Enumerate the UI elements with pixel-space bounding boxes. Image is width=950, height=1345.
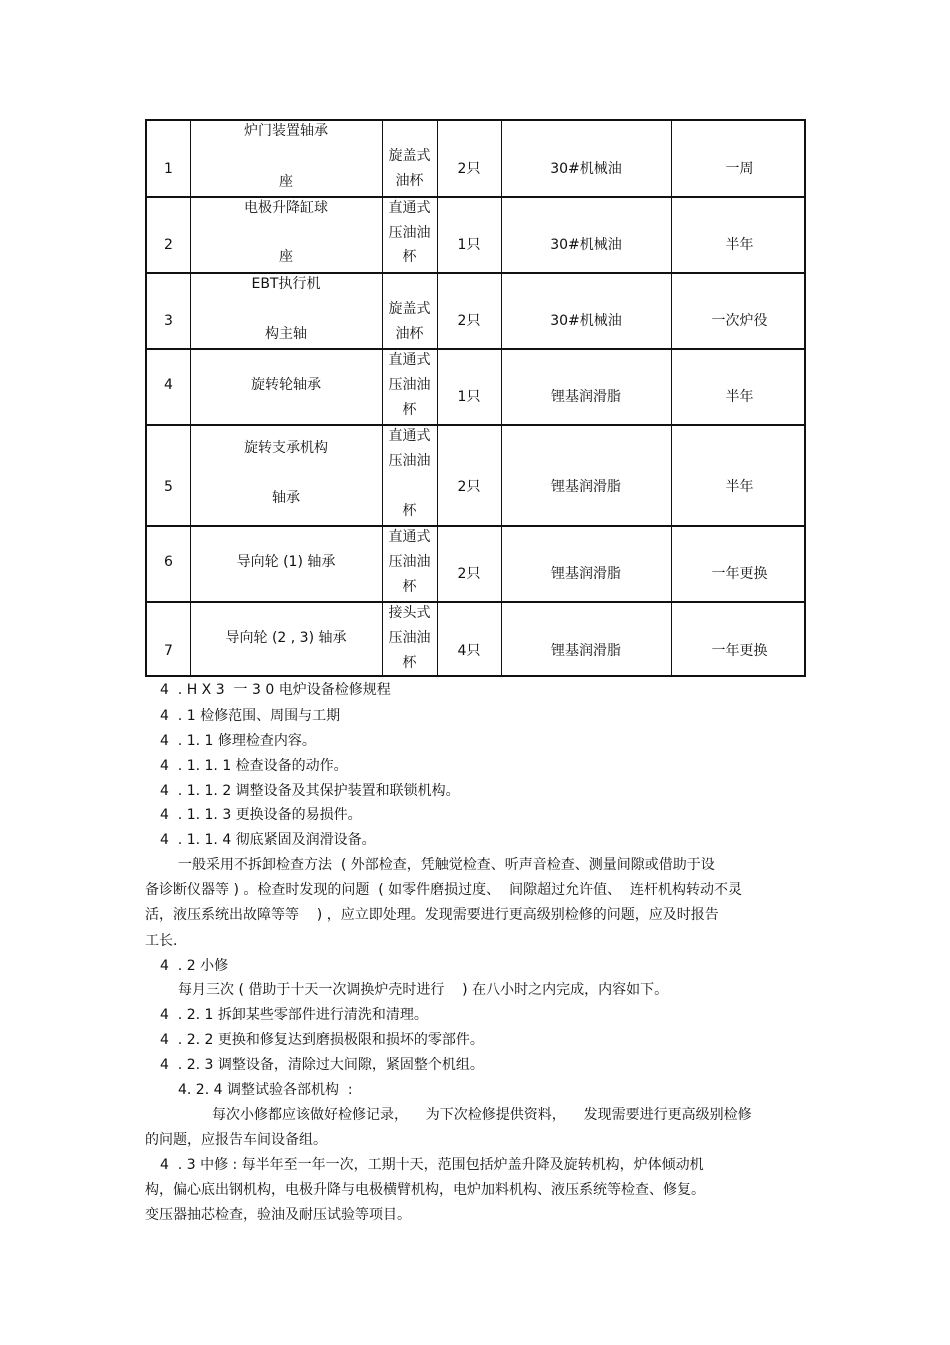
oil-cup-type: 压油油 bbox=[388, 377, 431, 393]
oil-cup-type: 压油油 bbox=[388, 453, 431, 469]
interval: 一年更换 bbox=[711, 643, 768, 659]
row-divider bbox=[147, 348, 804, 350]
part-name: 炉门装置轴承 bbox=[244, 123, 328, 139]
row-number: 1 bbox=[164, 161, 173, 177]
oil-cup-type: 杯 bbox=[402, 249, 417, 265]
row-divider bbox=[147, 424, 804, 426]
oil-cup-type: 杯 bbox=[402, 402, 417, 418]
lubricant: 30#机械油 bbox=[550, 237, 622, 253]
lubrication-table bbox=[145, 119, 806, 677]
part-name: 导向轮 (1) 轴承 bbox=[236, 554, 336, 570]
oil-cup-type: 油杯 bbox=[395, 173, 424, 189]
lubricant: 锂基润滑脂 bbox=[551, 643, 621, 659]
row-number: 2 bbox=[164, 237, 173, 253]
oil-cup-type: 直通式 bbox=[388, 428, 431, 444]
part-name: 旋转轮轴承 bbox=[251, 377, 321, 393]
oil-cup-type: 旋盖式 bbox=[388, 301, 431, 317]
paragraph-line: 活，液压系统出故障等等 ) ，应立即处理。发现需要进行更高级别检修的问题，应及时报告 bbox=[145, 907, 719, 923]
quantity: 4只 bbox=[457, 643, 481, 659]
clause: 4 . 2. 1 拆卸某些零部件进行清洗和清理。 bbox=[160, 1007, 428, 1023]
paragraph-line: 构，偏心底出钢机构，电极升降与电极横臂机构，电炉加料机构、液压系统等检查、修复。 bbox=[145, 1182, 705, 1198]
quantity: 2只 bbox=[457, 479, 481, 495]
interval: 一年更换 bbox=[711, 566, 768, 582]
clause: 4 . 1. 1. 4 彻底紧固及润滑设备。 bbox=[160, 832, 376, 848]
interval: 半年 bbox=[725, 237, 754, 253]
clause: 4 . 1. 1. 2 调整设备及其保护装置和联锁机构。 bbox=[160, 783, 460, 799]
quantity: 2只 bbox=[457, 566, 481, 582]
section-heading: 4 . 3 中修 : 每半年至一年一次，工期十天，范围包括炉盖升降及旋转机构，炉体倾动机 bbox=[160, 1157, 704, 1173]
part-name: 构主轴 bbox=[265, 326, 307, 342]
part-name: EBT执行机 bbox=[251, 276, 321, 292]
oil-cup-type: 旋盖式 bbox=[388, 148, 431, 164]
paragraph-line: 变压器抽芯检查，验油及耐压试验等项目。 bbox=[145, 1207, 411, 1223]
lubricant: 锂基润滑脂 bbox=[551, 389, 621, 405]
part-name: 座 bbox=[279, 249, 293, 265]
oil-cup-type: 直通式 bbox=[388, 200, 431, 216]
oil-cup-type: 油杯 bbox=[395, 326, 424, 342]
clause: 4 . 1. 1. 1 检查设备的动作。 bbox=[160, 758, 348, 774]
quantity: 2只 bbox=[457, 161, 481, 177]
interval: 一周 bbox=[725, 161, 754, 177]
row-number: 5 bbox=[164, 479, 173, 495]
quantity: 1只 bbox=[457, 237, 481, 253]
oil-cup-type: 压油油 bbox=[388, 225, 431, 241]
paragraph-line: 的问题，应报告车间设备组。 bbox=[145, 1132, 327, 1148]
interval: 一次炉役 bbox=[711, 313, 768, 329]
quantity: 1只 bbox=[457, 389, 481, 405]
part-name: 电极升降缸球 bbox=[244, 200, 328, 216]
lubricant: 锂基润滑脂 bbox=[551, 479, 621, 495]
row-number: 7 bbox=[164, 643, 173, 659]
oil-cup-type: 杯 bbox=[402, 503, 417, 519]
paragraph-line: 工长. bbox=[145, 933, 178, 949]
clause: 4 . 1. 1. 3 更换设备的易损件。 bbox=[160, 807, 362, 823]
oil-cup-type: 杯 bbox=[402, 655, 417, 671]
oil-cup-type: 杯 bbox=[402, 579, 417, 595]
part-name: 座 bbox=[279, 174, 293, 190]
oil-cup-type: 接头式 bbox=[388, 605, 431, 621]
paragraph-line: 每月三次 ( 借助于十天一次调换炉壳时进行 ) 在八小时之内完成，内容如下。 bbox=[178, 982, 669, 998]
oil-cup-type: 直通式 bbox=[388, 352, 431, 368]
paragraph-line: 备诊断仪器等 ) 。检查时发现的问题 ( 如零件磨损过度、 间隙超过允许值、 连杆机构转动不灵 bbox=[145, 882, 742, 898]
row-number: 6 bbox=[164, 554, 173, 570]
part-name: 旋转支承机构 bbox=[244, 440, 328, 456]
paragraph-line: 一般采用不拆卸检查方法 ( 外部检查，凭触觉检查、听声音检查、测量间隙或借助于设 bbox=[178, 857, 715, 873]
paragraph-line: 每次小修都应该做好检修记录， 为下次检修提供资料， 发现需要进行更高级别检修 bbox=[212, 1107, 752, 1123]
section-heading: 4 . 2 小修 bbox=[160, 958, 229, 974]
row-number: 4 bbox=[164, 377, 173, 393]
clause: 4 . 2. 3 调整设备，清除过大间隙，紧固整个机组。 bbox=[160, 1057, 484, 1073]
section-heading: 4 . 1 检修范围、周围与工期 bbox=[160, 708, 341, 724]
clause: 4. 2. 4 调整试验各部机构 : bbox=[178, 1082, 353, 1098]
quantity: 2只 bbox=[457, 313, 481, 329]
oil-cup-type: 压油油 bbox=[388, 630, 431, 646]
lubricant: 30#机械油 bbox=[550, 313, 622, 329]
row-divider bbox=[147, 525, 804, 527]
clause: 4 . 2. 2 更换和修复达到磨损极限和损坏的零部件。 bbox=[160, 1032, 484, 1048]
oil-cup-type: 压油油 bbox=[388, 554, 431, 570]
part-name: 导向轮 (2 , 3) 轴承 bbox=[225, 630, 347, 646]
row-number: 3 bbox=[164, 313, 173, 329]
lubricant: 锂基润滑脂 bbox=[551, 566, 621, 582]
section-heading: 4 . H X 3 一 3 0 电炉设备检修规程 bbox=[160, 682, 391, 698]
clause: 4 . 1. 1 修理检查内容。 bbox=[160, 733, 316, 749]
row-divider bbox=[147, 601, 804, 603]
oil-cup-type: 直通式 bbox=[388, 529, 431, 545]
part-name: 轴承 bbox=[272, 490, 300, 506]
interval: 半年 bbox=[725, 479, 754, 495]
interval: 半年 bbox=[725, 389, 754, 405]
lubricant: 30#机械油 bbox=[550, 161, 622, 177]
